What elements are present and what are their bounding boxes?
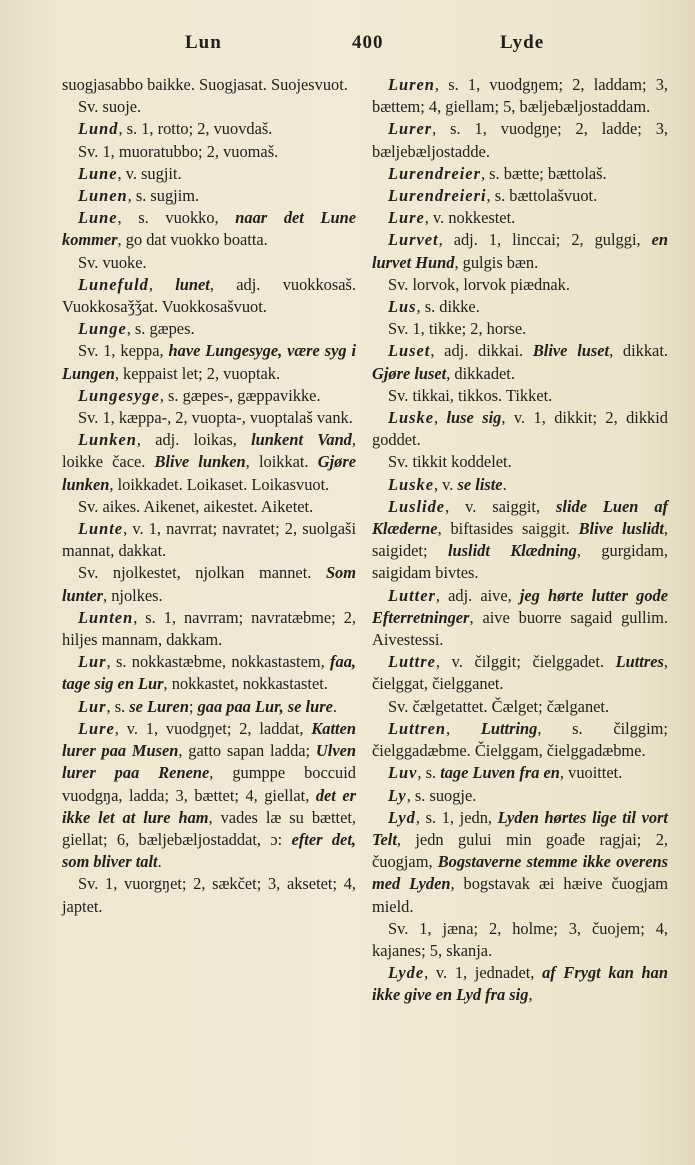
dictionary-entry bbox=[372, 962, 668, 1006]
entry-subline bbox=[62, 562, 356, 606]
example-phrase: luslidt Klædning bbox=[447, 541, 577, 561]
headword: Lure bbox=[388, 208, 425, 228]
example-phrase: lunet bbox=[175, 274, 210, 294]
entry-text: , s. bættolašvuot. bbox=[486, 186, 598, 206]
dictionary-entry bbox=[62, 651, 356, 695]
example-phrase: Gjøre luset bbox=[372, 363, 447, 383]
dictionary-entry bbox=[372, 207, 668, 229]
headword: Lus bbox=[388, 297, 417, 317]
entry-text: Sv. čælgetattet. Čælget; čælganet. bbox=[388, 696, 610, 716]
entry-text: Sv. njolkestet, njolkan mannet. bbox=[78, 563, 326, 583]
dictionary-entry bbox=[62, 429, 356, 496]
entry-text: , v. 1, navrrat; navratet; 2, suolgaši mannat, dakkat. bbox=[62, 519, 356, 561]
headword: Lyde bbox=[388, 963, 425, 983]
entry-subline bbox=[372, 451, 668, 473]
dictionary-entry bbox=[62, 163, 356, 185]
header-left-guideword: Lun bbox=[185, 32, 222, 53]
example-phrase: Ulven lurer paa Renene bbox=[62, 741, 356, 783]
example-phrase: efter det, som bliver talt bbox=[62, 829, 356, 872]
entry-subline bbox=[62, 141, 356, 163]
dictionary-entry bbox=[372, 807, 668, 918]
entry-text: , s. bætte; bættolaš. bbox=[480, 163, 607, 183]
entry-subline bbox=[372, 274, 668, 296]
headword: Lurvet bbox=[388, 230, 439, 250]
headword: Luske bbox=[388, 474, 434, 494]
entry-text: , v. nokkestet. bbox=[424, 208, 516, 228]
entry-text: , s. gæpes-, gæppavikke. bbox=[159, 385, 321, 405]
entry-text: , s. 1, vuodgŋem; 2, laddam; 3, bættem; 4, giellam; 5, bæljebæljostaddam. bbox=[372, 75, 668, 117]
example-phrase: luse sig bbox=[446, 408, 502, 428]
entry-text: , s. čilggim; čielggadæbme. Čielggam, čielggadæbme. bbox=[372, 718, 668, 761]
headword: Luttre bbox=[388, 652, 436, 672]
dictionary-entry bbox=[372, 474, 668, 496]
dictionary-entry bbox=[372, 296, 668, 318]
entry-text: , saigidet; bbox=[372, 519, 669, 561]
headword: Lunefuld bbox=[78, 274, 149, 294]
entry-text: Sv. suoje. bbox=[78, 97, 142, 117]
headword: Lur bbox=[78, 652, 107, 672]
entry-text: , loikkat. bbox=[245, 452, 318, 472]
example-phrase: Blive luslidt bbox=[578, 519, 664, 539]
entry-text: , bogstavak æi hæive čuogjam mield. bbox=[372, 874, 668, 916]
headword: Lurendreieri bbox=[388, 186, 487, 206]
example-phrase: se Luren bbox=[129, 696, 189, 716]
example-phrase: have Lungesyge, være syg i Lungen bbox=[62, 341, 356, 383]
entry-text: Sv. aikes. Aikenet, aikestet. Aiketet. bbox=[78, 496, 314, 516]
headword: Lyd bbox=[388, 807, 416, 827]
entry-text: , gurgidam, saigidam bivtes. bbox=[372, 541, 668, 583]
example-phrase: se liste bbox=[457, 474, 503, 494]
entry-subline bbox=[62, 496, 356, 518]
headword: Lurendreier bbox=[388, 163, 481, 183]
entry-text: , v. saiggit, bbox=[445, 496, 557, 516]
entry-text: , aive buorre sagaid gullim. Aivestessi. bbox=[372, 607, 668, 650]
entry-text: , s. 1, vuodgŋe; 2, ladde; 3, bæljebæljostadde. bbox=[372, 119, 668, 161]
entry-text: , bbox=[446, 718, 481, 738]
entry-text: . bbox=[332, 696, 337, 716]
headword: Lure bbox=[78, 718, 115, 738]
entry-text: , v. sugjit. bbox=[117, 163, 182, 183]
headword: Lunte bbox=[78, 519, 124, 539]
entry-text: , gumppe boccuid vuodgŋa, ladda; 3, bættet; 4, giellat, bbox=[62, 763, 356, 805]
entry-text: , s. bbox=[106, 696, 130, 716]
example-phrase: Blive lunken bbox=[154, 452, 246, 472]
headword: Lunken bbox=[78, 430, 137, 450]
left-column bbox=[62, 74, 356, 918]
example-phrase: Gjøre lunken bbox=[62, 452, 356, 494]
example-phrase: Lyden hørtes lige til vort Telt bbox=[372, 807, 668, 849]
entry-subline bbox=[62, 96, 356, 118]
headword: Ly bbox=[388, 785, 407, 805]
entry-text: Sv. vuoke. bbox=[78, 252, 147, 272]
example-phrase: jeg hørte lutter gode Efterretninger bbox=[372, 585, 668, 627]
dictionary-entry bbox=[62, 518, 356, 562]
example-phrase: Bogstaverne stemme ikke overens med Lyden bbox=[372, 852, 668, 894]
dictionary-entry bbox=[372, 74, 668, 118]
entry-text: , jedn gului min goađe ragjai; 2, čuogjam, bbox=[372, 829, 668, 872]
dictionary-entry bbox=[62, 185, 356, 207]
entry-text: , s. 1, rotto; 2, vuovdaš. bbox=[118, 119, 273, 139]
headword: Luslide bbox=[388, 496, 446, 516]
headword: Lune bbox=[78, 163, 118, 183]
headword: Lungesyge bbox=[78, 385, 160, 405]
entry-text: , v. čilggit; čielggadet. bbox=[435, 652, 616, 672]
dictionary-entry bbox=[62, 696, 356, 718]
entry-text: , adj. aive, bbox=[435, 585, 520, 605]
headword: Luren bbox=[388, 75, 435, 94]
example-phrase: tage Luven fra en bbox=[440, 763, 560, 783]
entry-text: , v. 1, vuodgŋet; 2, laddat, bbox=[114, 718, 312, 738]
right-column bbox=[372, 74, 668, 1007]
entry-text: ; bbox=[188, 696, 198, 716]
example-phrase: Luttring bbox=[480, 718, 538, 738]
entry-text: , adj. 1, linccai; 2, gulggi, bbox=[438, 230, 652, 250]
headword: Luv bbox=[388, 763, 418, 783]
entry-text: , nokkastet, nokkastastet. bbox=[163, 674, 328, 694]
entry-text: , go dat vuokko boatta. bbox=[117, 230, 268, 250]
entry-text: , s. sugjim. bbox=[127, 186, 200, 206]
entry-text: , gatto sapan ladda; bbox=[178, 741, 316, 761]
entry-subline bbox=[62, 407, 356, 429]
example-phrase: Luttres bbox=[615, 652, 664, 672]
entry-text: , s. suogje. bbox=[406, 785, 477, 805]
headword: Lune bbox=[78, 208, 118, 228]
dictionary-entry bbox=[62, 607, 356, 651]
entry-text: , loikkadet. Loikaset. Loikasvuot. bbox=[109, 474, 330, 494]
entry-text: Sv. 1, vuorgŋet; 2, sækčet; 3, aksetet; 4, japtet. bbox=[62, 874, 356, 916]
entry-text: , v. 1, dikkit; 2, dikkid goddet. bbox=[372, 408, 668, 450]
dictionary-entry bbox=[372, 718, 668, 762]
entry-text: , s. bbox=[417, 763, 441, 783]
headword: Lunten bbox=[78, 607, 134, 627]
entry-text: suogjasabbo baikke. Suogjasat. Suojesvuot. bbox=[62, 75, 348, 94]
header-right-guideword: Lyde bbox=[500, 32, 545, 53]
entry-text: Sv. 1, jæna; 2, holme; 3, čuojem; 4, kajanes; 5, skanja. bbox=[372, 918, 668, 960]
entry-text: Sv. tikkit koddelet. bbox=[388, 452, 512, 472]
entry-text: , dikkat. bbox=[609, 341, 668, 361]
entry-text: , njolkes. bbox=[103, 585, 163, 605]
dictionary-entry bbox=[372, 185, 668, 207]
entry-text: . bbox=[502, 474, 507, 494]
entry-text: , s. gæpes. bbox=[126, 319, 195, 339]
dictionary-entry bbox=[372, 651, 668, 695]
entry-text: , keppaist let; 2, vuoptak. bbox=[114, 363, 281, 383]
entry-text: , loikke čace. bbox=[62, 430, 356, 472]
entry-text: , s. 1, navrram; navratæbme; 2, hiljes mannam, dakkam. bbox=[62, 607, 356, 650]
headword: Lur bbox=[78, 696, 107, 716]
dictionary-entry bbox=[372, 762, 668, 784]
dictionary-entry bbox=[372, 407, 668, 451]
entry-text: , vuoittet. bbox=[559, 763, 623, 783]
headword: Luske bbox=[388, 408, 434, 428]
entry-text: , čielggat, čielgganet. bbox=[372, 652, 668, 694]
headword: Lunge bbox=[78, 319, 127, 339]
entry-subline bbox=[62, 252, 356, 274]
running-header bbox=[0, 32, 695, 62]
entry-text: , adj. vuokkosaš. Vuokkosaǯǯat. Vuokkosašvuot. bbox=[62, 274, 356, 317]
headword: Luttren bbox=[388, 718, 447, 738]
dictionary-entry bbox=[62, 385, 356, 407]
example-phrase: Blive luset bbox=[532, 341, 610, 361]
entry-text: , v. 1, jednadet, bbox=[424, 963, 543, 983]
entry-text: Sv. 1, keppa, bbox=[78, 341, 169, 361]
example-phrase: Som lunter bbox=[62, 563, 356, 605]
entry-text: Sv. tikkai, tikkos. Tikket. bbox=[388, 385, 553, 405]
entry-text: , bbox=[148, 274, 176, 294]
dictionary-entry bbox=[372, 229, 668, 273]
entry-text: Sv. 1, tikke; 2, horse. bbox=[388, 319, 527, 339]
entry-text: Sv. lorvok, lorvok piædnak. bbox=[388, 274, 570, 294]
example-phrase: lunkent Vand bbox=[251, 430, 352, 450]
entry-text: , vades læ su bættet, giellat; 6, bæljebæljostaddat, ɔ: bbox=[62, 807, 356, 849]
entry-subline bbox=[372, 318, 668, 340]
dictionary-entry bbox=[62, 318, 356, 340]
headword: Lunen bbox=[78, 186, 128, 206]
headword: Lund bbox=[78, 119, 119, 139]
dictionary-entry bbox=[62, 118, 356, 140]
entry-subline bbox=[372, 918, 668, 962]
example-phrase: af Frygt kan han ikke give en Lyd fra sig bbox=[372, 963, 668, 1005]
example-phrase: slide Luen af Klæderne bbox=[372, 496, 668, 539]
entry-subline bbox=[372, 696, 668, 718]
entry-text: , dikkadet. bbox=[446, 363, 515, 383]
example-phrase: Katten lurer paa Musen bbox=[62, 718, 356, 761]
example-phrase: faa, tage sig en Lur bbox=[62, 652, 356, 694]
entry-text: , gulgis bæn. bbox=[454, 252, 539, 272]
entry-text: , biftasides saiggit. bbox=[437, 519, 579, 539]
entry-text: , v. bbox=[433, 474, 458, 494]
dictionary-entry bbox=[372, 118, 668, 162]
dictionary-entry bbox=[372, 340, 668, 384]
entry-subline bbox=[62, 873, 356, 917]
headword: Luset bbox=[388, 341, 431, 361]
dictionary-entry bbox=[62, 274, 356, 318]
entry-text: Sv. 1, kæppa-, 2, vuopta-, vuoptalaš vank. bbox=[78, 408, 353, 428]
entry-subline bbox=[62, 74, 356, 96]
page-number: 400 bbox=[352, 32, 384, 53]
entry-subline bbox=[372, 385, 668, 407]
dictionary-entry bbox=[372, 585, 668, 652]
dictionary-entry bbox=[372, 163, 668, 185]
dictionary-entry bbox=[62, 718, 356, 873]
example-phrase: en lurvet Hund bbox=[372, 230, 668, 272]
entry-text: , s. dikke. bbox=[416, 297, 480, 317]
dictionary-entry bbox=[62, 207, 356, 251]
entry-text: . bbox=[157, 852, 162, 872]
headword: Lutter bbox=[388, 585, 436, 605]
example-phrase: gaa paa Lur, se lure bbox=[197, 696, 333, 716]
entry-text: , bbox=[433, 408, 447, 428]
example-phrase: det er ikke let at lure ham bbox=[62, 785, 356, 827]
entry-text: , adj. loikas, bbox=[136, 430, 252, 450]
dictionary-entry bbox=[372, 785, 668, 807]
headword: Lurer bbox=[388, 119, 433, 139]
example-phrase: naar det Lune kommer bbox=[62, 208, 357, 250]
entry-text: Sv. 1, muoratubbo; 2, vuomaš. bbox=[78, 141, 279, 161]
entry-text: , s. nokkastæbme, nokkastastem, bbox=[106, 652, 331, 672]
dictionary-entry bbox=[372, 496, 668, 585]
entry-text: , bbox=[528, 985, 533, 1005]
entry-subline bbox=[62, 340, 356, 384]
entry-text: , adj. dikkai. bbox=[430, 341, 533, 361]
entry-text: , s. 1, jedn, bbox=[415, 807, 498, 827]
entry-text: , s. vuokko, bbox=[117, 208, 236, 228]
